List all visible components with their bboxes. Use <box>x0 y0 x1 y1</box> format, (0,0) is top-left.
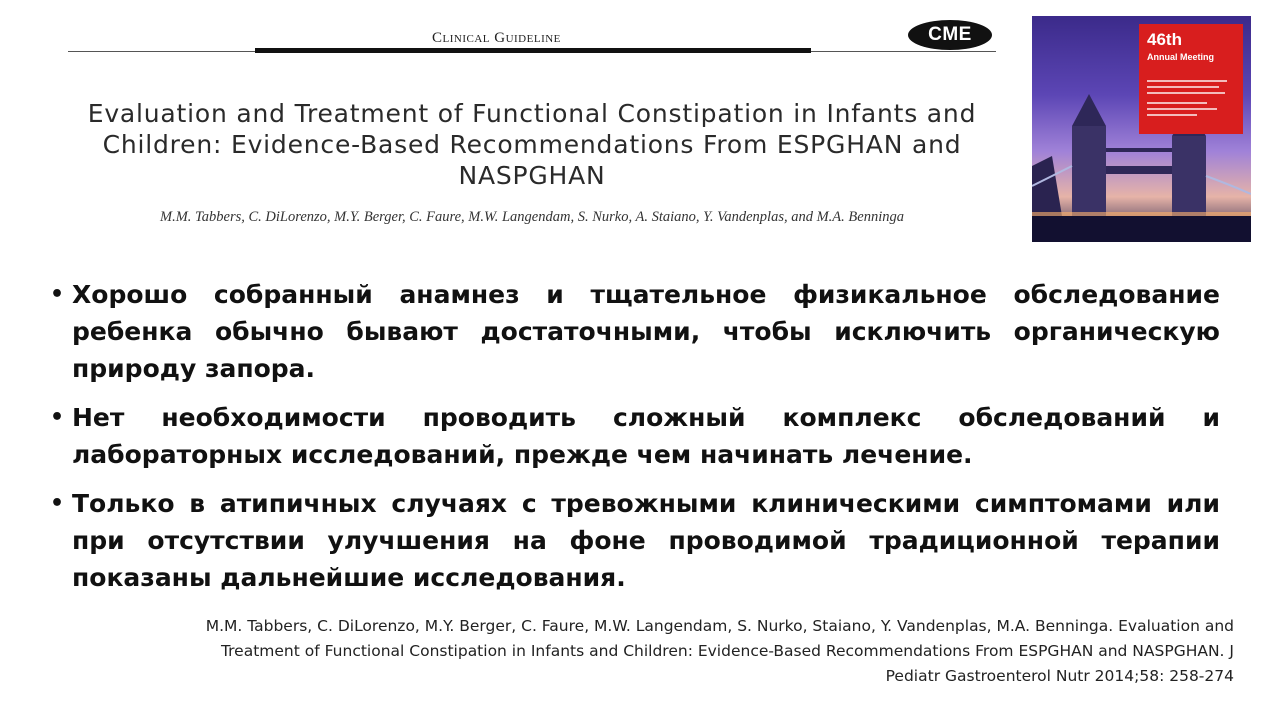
bullet-list <box>48 276 1220 608</box>
bullet-marker: • <box>50 405 65 430</box>
bullet-marker: • <box>50 491 65 516</box>
bullet-item <box>48 399 1220 473</box>
reference-citation: M.M. Tabbers, C. DiLorenzo, M.Y. Berger, C. Faure, M.W. Langendam, S. Nurko, Staiano, Y. Vandenplas, M.A. Benninga. Evaluation and Treatment of Functional Constipation in Infants and Children: Evidence-Based Recommendations From ESPGHAN and NASPGHAN. J Pediatr Gastroenterol Nutr 2014;58: 258-274 <box>205 617 1234 685</box>
bullet-marker: • <box>50 282 65 307</box>
cover-subtitle: Annual Meeting <box>1147 52 1214 62</box>
bullet-item <box>48 276 1220 387</box>
bullet-text: Только в атипичных случаях с тревожными клиническими симптомами или при отсутствии улучшения на фоне проводимой традиционной терапии показаны дальнейшие исследования. <box>72 489 1220 592</box>
paper-authors: M.M. Tabbers, C. DiLorenzo, M.Y. Berger, C. Faure, M.W. Langendam, S. Nurko, A. Staiano, Y. Vandenplas, and M.A. Benninga <box>160 209 904 225</box>
cover-title-panel <box>1139 24 1243 134</box>
bullet-text: Нет необходимости проводить сложный комплекс обследований и лабораторных исследований, прежде чем начинать лечение. <box>72 403 1220 469</box>
section-label: Clinical Guideline <box>432 30 561 46</box>
header-divider-bold <box>255 48 811 53</box>
paper-title: Evaluation and Treatment of Functional Constipation in Infants and Children: Evidence-Based Recommendations From ESPGHAN and NASPGHAN <box>87 99 977 190</box>
journal-cover-image <box>1032 16 1251 242</box>
cover-small-print <box>1147 80 1227 120</box>
bullet-item <box>48 485 1220 596</box>
bullet-text: Хорошо собранный анамнез и тщательное физикальное обследование ребенка обычно бывают достаточными, чтобы исключить органическую природу запора. <box>72 280 1220 383</box>
cover-edition: 46th <box>1147 30 1182 49</box>
cme-badge: CME <box>908 20 992 50</box>
